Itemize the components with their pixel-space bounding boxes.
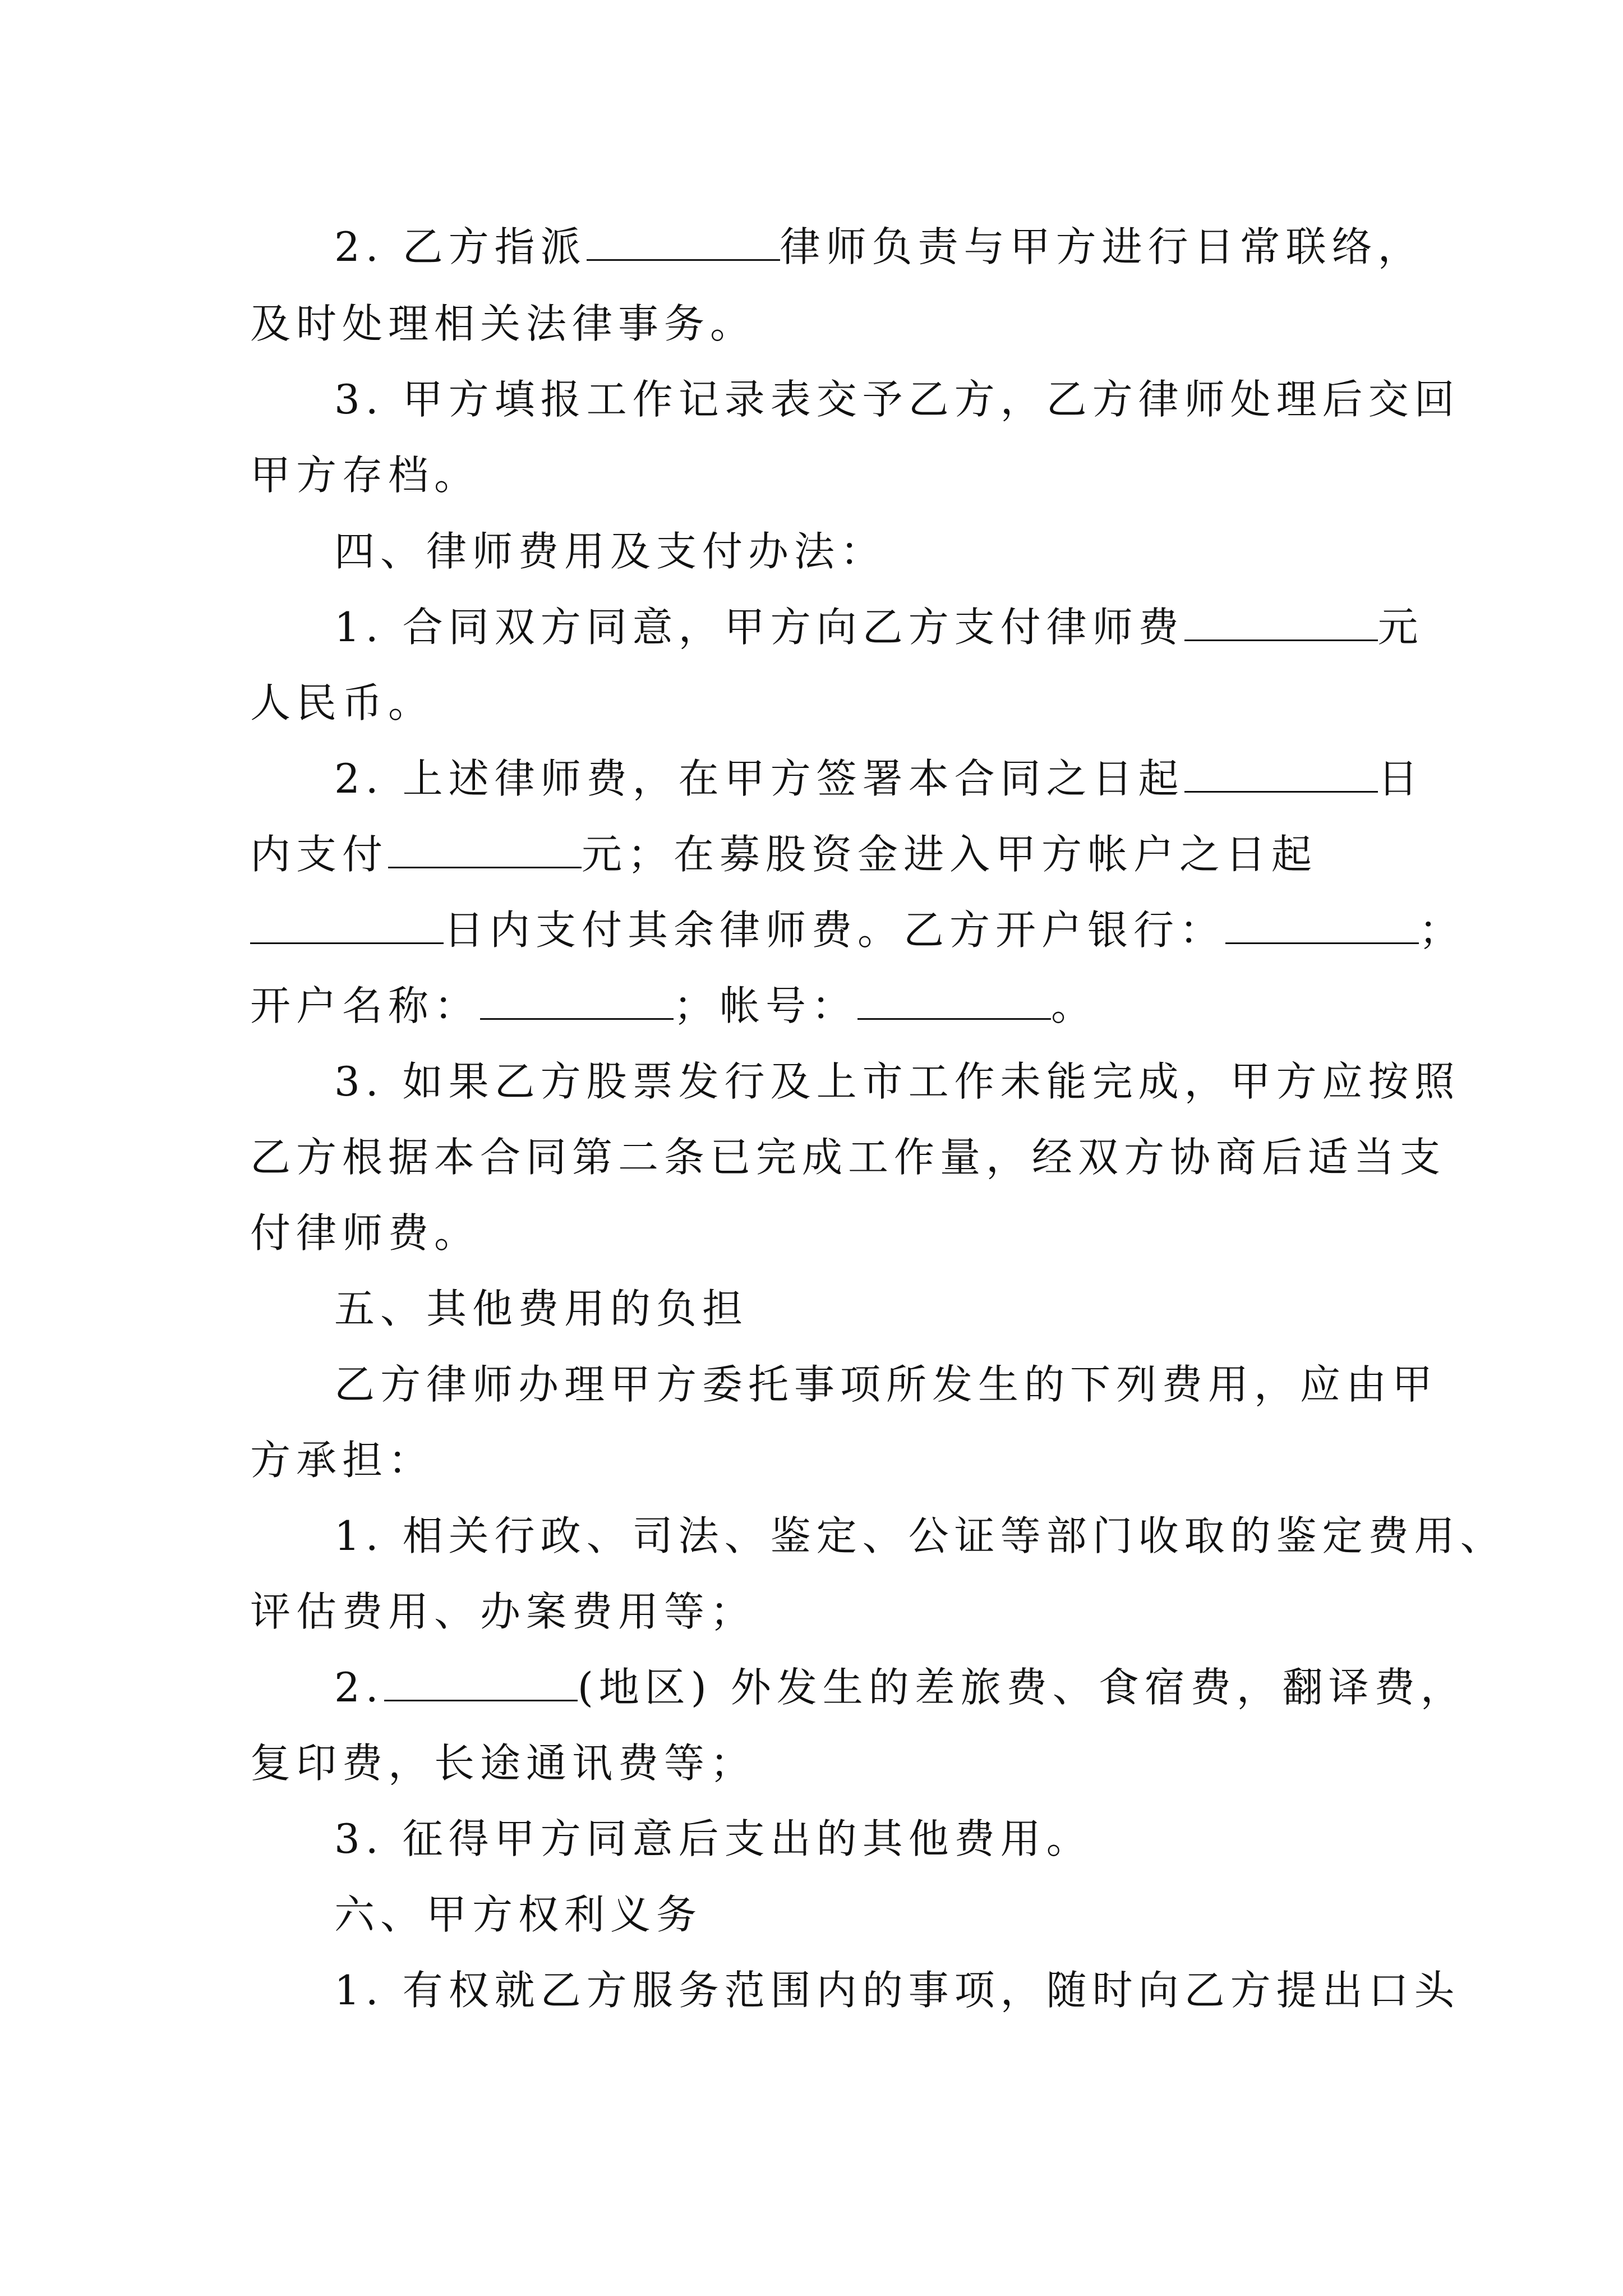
section-heading: 六、甲方权利义务 (334, 1891, 703, 1938)
paragraph-line: 3. 征得甲方同意后支出的其他费用。 (334, 1815, 1092, 1862)
fill-in-blank (384, 1666, 578, 1701)
paragraph-line (250, 972, 1389, 1039)
paragraph-line: 1. 相关行政、司法、鉴定、公证等部门收取的鉴定费用、 (334, 1512, 1506, 1559)
line-text: ；帐号： (674, 982, 858, 1029)
paragraph-line (250, 745, 1473, 812)
paragraph-line: 1. 有权就乙方服务范围内的事项，随时向乙方提出口头 (334, 1967, 1460, 2014)
paragraph-line: 复印费，长途通讯费等； (250, 1740, 757, 1787)
fill-in-blank (857, 984, 1051, 1020)
paragraph-line: 方承担： (250, 1437, 435, 1484)
line-text: ； (1419, 907, 1465, 954)
line-text: 元；在募股资金进入甲方帐户之日起 (582, 831, 1318, 878)
paragraph-line (250, 593, 1473, 661)
line-text: 日内支付其余律师费。乙方开户银行： (444, 907, 1226, 954)
paragraph-line (250, 821, 1389, 888)
paragraph-line: 人民币。 (250, 679, 435, 726)
paragraph-line: 乙方律师办理甲方委托事项所发生的下列费用，应由甲 (334, 1361, 1438, 1408)
paragraph-line (250, 1654, 1473, 1721)
fill-in-blank (587, 226, 780, 261)
fill-in-blank (388, 833, 582, 868)
line-text: 日 (1377, 755, 1424, 802)
section-heading: 四、律师费用及支付办法： (334, 528, 887, 575)
line-text: 律师负责与甲方进行日常联络， (780, 223, 1424, 270)
line-text: 2. (334, 1664, 384, 1711)
line-text: 1. 合同双方同意，甲方向乙方支付律师费 (334, 604, 1184, 651)
section-heading: 五、其他费用的负担 (334, 1285, 749, 1332)
paragraph-line: 3. 如果乙方股票发行及上市工作未能完成，甲方应按照 (334, 1058, 1460, 1105)
line-text: (地区) 外发生的差旅费、食宿费，翻译费， (577, 1664, 1467, 1711)
paragraph-line (250, 213, 1473, 280)
paragraph-line: 及时处理相关法律事务。 (250, 300, 757, 347)
fill-in-blank (480, 984, 674, 1020)
line-text: 。 (1051, 982, 1098, 1029)
fill-in-blank (1184, 606, 1378, 641)
line-text: 2. 乙方指派 (334, 223, 587, 270)
paragraph-line: 付律师费。 (250, 1209, 481, 1257)
line-text: 2. 上述律师费，在甲方签署本合同之日起 (334, 755, 1184, 802)
paragraph-line: 甲方存档。 (250, 452, 481, 499)
line-text: 开户名称： (250, 982, 481, 1029)
fill-in-blank (1225, 909, 1419, 944)
paragraph-line: 3. 甲方填报工作记录表交予乙方，乙方律师处理后交回 (334, 376, 1460, 423)
fill-in-blank (250, 909, 444, 944)
paragraph-line (250, 896, 1465, 964)
line-text: 内支付 (250, 831, 389, 878)
paragraph-line: 乙方根据本合同第二条已完成工作量，经双方协商后适当支 (250, 1134, 1446, 1181)
fill-in-blank (1184, 757, 1378, 793)
paragraph-line: 评估费用、办案费用等； (250, 1588, 757, 1635)
line-text: 元 (1377, 604, 1424, 651)
